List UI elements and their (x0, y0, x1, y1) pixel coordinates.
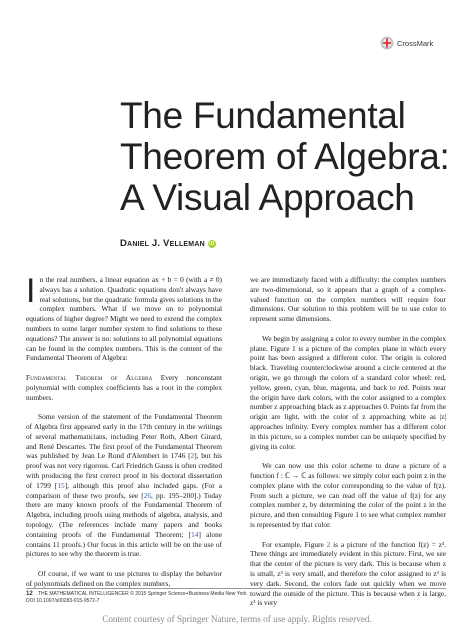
crossmark-badge[interactable] (380, 36, 433, 50)
title-line-2: Theorem of Algebra: (120, 136, 450, 177)
theorem-label: Fundamental Theorem of Algebra (26, 372, 153, 382)
dropcap: I (26, 272, 36, 310)
example-text-a: For example, Figure (262, 539, 327, 549)
title-line-3: A Visual Approach (120, 177, 415, 218)
theorem-text: Every nonconstant polynomial with complex coefficients has a root in the complex numbers. (26, 372, 222, 402)
courtesy-notice: Content courtesy of Springer Nature, terms of use apply. Rights reserved. (102, 614, 372, 624)
citation-link[interactable]: 2 (190, 451, 195, 461)
color-assignment-paragraph: We begin by assigning a color to every number in the complex plane. Figure 1 is a picture of the complex plane in which every point has been assigned a different color. The origin is colored black. Traveling counterclockwise around a circle centered at the origin, we go through the colors of a standard color wheel: red, yellow, green, cyan, blue, magenta, and back to red. Points near the origin have dark colors, with the color assigned to a complex number z approaching black as z approaches 0. Points far from the origin are light, with the color of z approaching white as |z| approaches infinity. Every complex number has a different color in this picture, so a complex number can be uniquely specified by giving its color. (250, 333, 446, 451)
journal-line: THE MATHEMATICAL INTELLIGENCER © 2015 Springer Science+Business Media New York (38, 591, 247, 597)
author-name: Daniel J. Velleman (120, 238, 205, 249)
right-column (250, 275, 446, 608)
page-footer (26, 591, 247, 604)
figure-link[interactable]: 2 (326, 539, 331, 549)
citation-link[interactable]: 15 (57, 480, 65, 490)
history-text-d: , pp. 195–200].) Today there are many known proofs of the Fundamental Theorem of Algebra, including proofs using methods of algebra, analysis, and topology. (The references include many papers and books containing proofs of the Fundamental Theorem; [ (26, 490, 222, 539)
history-paragraph (26, 412, 222, 559)
difficulty-paragraph: we are immediately faced with a difficulty: the complex numbers are two-dimensional, so it appears that a graph of a complex-valued function on the complex numbers will require four dimensions. Our solution to this problem will be to use color to represent some dimensions. (250, 275, 446, 324)
intro-text: n the real numbers, a linear equation ax + b = 0 (with a ≠ 0) always has a solution. Quadratic equations don't always have real solutions, but the quadratic formula gives solutions in the complex numbers. What if we move on to polynomial equations of higher degree? Might we need to extend the complex numbers to some larger number system to find solutions to these equations? The answer is no: solutions to all polynomial equations can be found in the complex numbers. This is the content of the Fundamental Theorem of Algebra: (26, 275, 222, 363)
orcid-icon[interactable]: iD (209, 240, 215, 247)
history-text-b: ], but his proof was not very rigorous. Carl Friedrich Gauss is often credited with producing the first correct proof in his doctoral dissertation of 1799 [ (26, 451, 222, 490)
theorem-statement (26, 373, 222, 402)
author (120, 238, 216, 249)
example-paragraph (250, 540, 446, 609)
citation-link[interactable]: 26 (143, 490, 152, 500)
history-text-e: ] alone contains 11 proofs.) Our focus in this article will be on the use of pictures to see why the theorem is true. (26, 529, 222, 559)
footer-rule (26, 588, 446, 589)
intro-paragraph (26, 272, 222, 363)
crossmark-label: CrossMark (397, 38, 434, 48)
pictures-paragraph: Of course, if we want to use pictures to display the behavior of polynomials defined on the complex numbers, (26, 568, 222, 588)
example-text-b: is a picture of the function f(z) = z³. Three things are immediately evident in this picture. First, we see that the center of the picture is very dark. This is because when z is small, z³ is very small, and therefore the color assigned to z³ is very dark. Second, the colors fade out quickly when we move toward the outside of the picture. This is because when z is large, z³ is very (250, 539, 446, 608)
article-title (120, 95, 460, 218)
left-column (26, 272, 222, 589)
page-number: 12 (26, 591, 33, 597)
color-scheme-paragraph: We can now use this color scheme to draw a picture of a function f : ℂ → ℂ as follows: we simply color each point z in the complex plane with the color corresponding to the value of f(z). From such a picture, we can read off the value of f(z) for any complex number z, by determining the color of the point z in the picture, and then consulting Figure 1 to see what complex number is represented by that color. (250, 461, 446, 529)
crossmark-icon (380, 36, 394, 50)
history-text-c: ], although this proof also included gaps. (For a comparison of these two proofs, see [ (26, 480, 222, 500)
history-text-a: Some version of the statement of the Fundamental Theorem of Algebra first appeared early in the 17th century in the writings of several mathematicians, including Peter Roth, Albert Girard, and René Descartes. The first proof of the Fundamental Theorem was published by Jean Le Rond d'Alembert in 1746 [ (26, 412, 222, 461)
title-line-1: The Fundamental (120, 95, 406, 136)
citation-link[interactable]: 14 (191, 529, 199, 539)
doi[interactable]: DOI 10.1007/s00283-015-9572-7 (26, 598, 100, 604)
